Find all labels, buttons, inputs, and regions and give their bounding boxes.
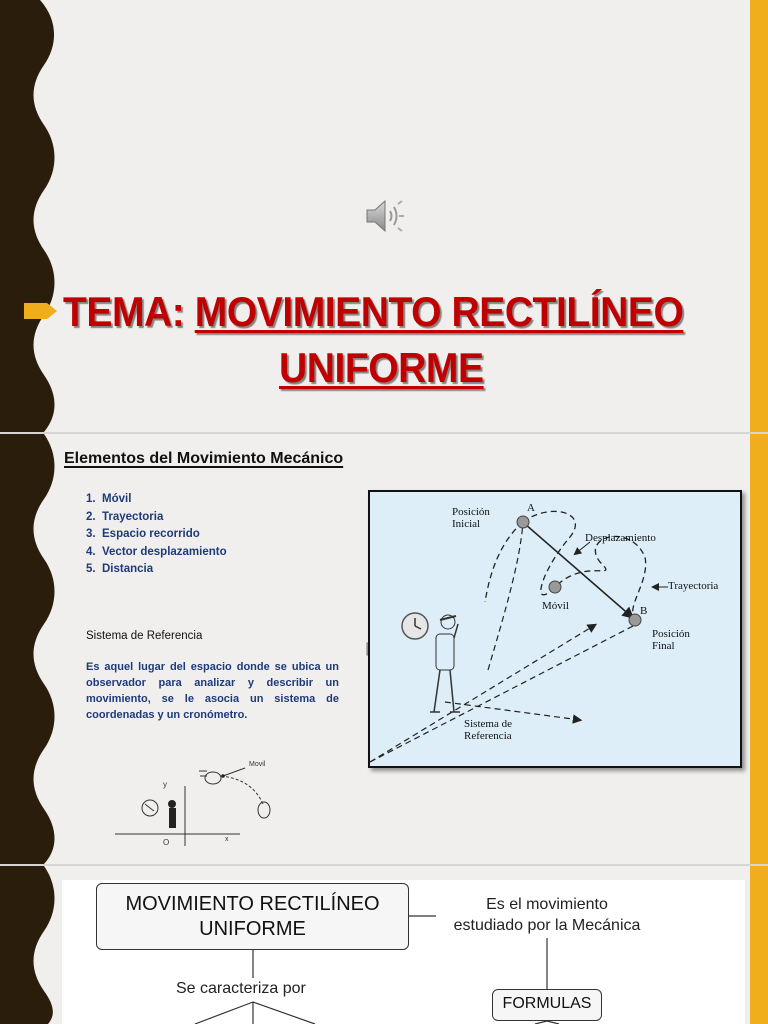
- title-prefix: TEMA:: [63, 288, 185, 335]
- label-text: Posición: [652, 628, 690, 640]
- orange-accent-bar: [750, 434, 768, 864]
- list-label: Móvil: [102, 493, 132, 505]
- title-line-2: [279, 344, 484, 392]
- label-trayectoria: Trayectoria: [668, 580, 719, 592]
- slide-concept-map: [0, 866, 768, 1024]
- label-posicion-inicial: [452, 506, 490, 530]
- reference-system-text: Es aquel lugar del espacio donde se ubica un observador para analizar y describir un movimiento, se le asocia un sistema de coordenadas y un cronómetro.: [86, 661, 339, 721]
- label-sistema-referencia: [464, 718, 512, 742]
- elements-list: [86, 491, 227, 579]
- list-label: Vector desplazamiento: [102, 545, 227, 558]
- observer-figure: [430, 615, 460, 712]
- label-movil: Móvil: [542, 600, 569, 612]
- sketch-label-movil: Movil: [249, 761, 266, 768]
- section-heading: Elementos del Movimiento Mecánico: [64, 450, 344, 467]
- list-number: 4.: [86, 545, 96, 558]
- label-text: Posición: [452, 506, 490, 518]
- label-posicion-final: [652, 628, 690, 652]
- small-reference-sketch: [115, 756, 285, 851]
- sketch-drawing: [115, 756, 285, 851]
- list-number: 1.: [86, 493, 96, 505]
- wavy-border-decoration: [0, 434, 60, 864]
- title-main: MOVIMIENTO RECTILÍNEO: [194, 288, 684, 335]
- list-label: Espacio recorrido: [102, 528, 200, 540]
- label-point-b: B: [640, 605, 648, 617]
- list-label: Trayectoria: [102, 510, 164, 523]
- label-point-a: A: [527, 502, 535, 514]
- slide-elements: [0, 434, 768, 864]
- label-text: Inicial: [452, 518, 481, 530]
- list-item: [86, 561, 227, 579]
- label-text: Referencia: [464, 730, 512, 742]
- slide-title: [0, 0, 768, 432]
- list-item: [86, 491, 227, 509]
- title-second: UNIFORME: [279, 344, 484, 391]
- list-item: [86, 544, 227, 562]
- label-text: Sistema de: [464, 718, 512, 730]
- box-text: MOVIMIENTO RECTILÍNEO: [125, 893, 380, 915]
- arrow-bullet-icon: [23, 300, 59, 322]
- list-number: 2.: [86, 510, 96, 523]
- sketch-label-o: O: [163, 838, 170, 847]
- title-line-1: [63, 288, 683, 336]
- list-item: [86, 509, 227, 527]
- list-item: [86, 526, 227, 544]
- reference-system-title: Sistema de Referencia: [86, 630, 203, 642]
- description-line: estudiado por la Mecánica: [453, 917, 641, 934]
- orange-accent-bar: [750, 0, 768, 432]
- concept-caracteriza: Se caracteriza por: [176, 980, 306, 997]
- wavy-border-decoration: [0, 0, 60, 432]
- label-desplazamiento: Desplazamiento: [585, 532, 656, 544]
- motion-diagram: [368, 490, 742, 768]
- concept-description: [436, 894, 658, 936]
- concept-box-formulas: FORMULAS: [492, 989, 602, 1021]
- concept-box-mru: [96, 883, 409, 950]
- sketch-label-x: x: [225, 836, 229, 843]
- clock-icon: [402, 613, 428, 639]
- speaker-icon[interactable]: [364, 197, 406, 235]
- label-text: Final: [652, 640, 675, 652]
- list-number: 3.: [86, 528, 96, 540]
- list-label: Distancia: [102, 563, 154, 575]
- sketch-label-y: y: [163, 780, 167, 789]
- box-text: UNIFORME: [199, 918, 306, 940]
- list-number: 5.: [86, 563, 96, 575]
- description-line: Es el movimiento: [486, 896, 608, 913]
